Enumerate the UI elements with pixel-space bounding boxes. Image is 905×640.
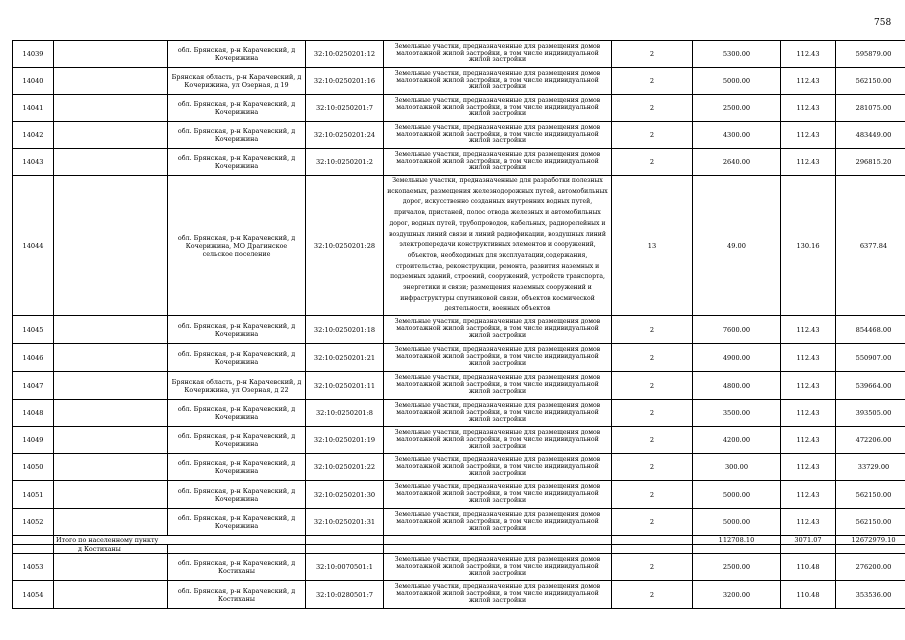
land-use-cell: Земельные участки, предназначенные для размещения домов малоэтажной жилой застройки, в том числе индивидуальной жилой застройки bbox=[384, 509, 612, 536]
blank-cell bbox=[54, 509, 168, 536]
row-id: 14046 bbox=[13, 344, 54, 372]
area-cell: 5000.00 bbox=[693, 509, 781, 536]
blank-cell bbox=[54, 41, 168, 68]
blank-cell bbox=[54, 372, 168, 400]
cadastral-number: 32:10:0250201:2 bbox=[306, 149, 384, 176]
address-cell: обл. Брянская, р-н Карачевский, д Кочерижина bbox=[168, 149, 306, 176]
cadastral-number: 32:10:0250201:11 bbox=[306, 372, 384, 400]
total-label: Итого по населенному пункту bbox=[54, 536, 306, 545]
address-cell: обл. Брянская, р-н Карачевский, д Кочерижина bbox=[168, 316, 306, 344]
row-id: 14043 bbox=[13, 149, 54, 176]
area-cell: 7600.00 bbox=[693, 316, 781, 344]
cadastral-value-cell: 562150.00 bbox=[836, 68, 905, 95]
cadastral-value-cell: 562150.00 bbox=[836, 509, 905, 536]
area-cell: 3500.00 bbox=[693, 400, 781, 427]
cadastral-number: 32:10:0250201:16 bbox=[306, 68, 384, 95]
cadastral-value-cell: 296815.20 bbox=[836, 149, 905, 176]
table-row bbox=[13, 149, 905, 176]
area-cell: 5000.00 bbox=[693, 481, 781, 509]
cadastral-value-cell: 33729.00 bbox=[836, 454, 905, 481]
blank-cell bbox=[612, 536, 693, 545]
land-category-code: 13 bbox=[612, 176, 693, 316]
cadastral-number: 32:10:0250201:22 bbox=[306, 454, 384, 481]
settlement-header-row bbox=[13, 545, 905, 554]
address-cell: обл. Брянская, р-н Карачевский, д Кочерижина, МО Драгинское сельское поселение bbox=[168, 176, 306, 316]
row-id: 14048 bbox=[13, 400, 54, 427]
table-row bbox=[13, 454, 905, 481]
row-id: 14041 bbox=[13, 95, 54, 122]
blank-cell bbox=[836, 545, 905, 554]
area-cell: 49.00 bbox=[693, 176, 781, 316]
blank-cell bbox=[54, 454, 168, 481]
cadastral-value-cell: 539664.00 bbox=[836, 372, 905, 400]
cadastral-value-cell: 595879.00 bbox=[836, 41, 905, 68]
blank-cell bbox=[54, 68, 168, 95]
cadastral-number: 32:10:0250201:21 bbox=[306, 344, 384, 372]
cadastral-value-cell: 550907.00 bbox=[836, 344, 905, 372]
blank-cell bbox=[54, 581, 168, 609]
row-id: 14051 bbox=[13, 481, 54, 509]
land-use-cell: Земельные участки, предназначенные для размещения домов малоэтажной жилой застройки, в том числе индивидуальной жилой застройки bbox=[384, 316, 612, 344]
cadastral-value-cell: 393505.00 bbox=[836, 400, 905, 427]
table-row bbox=[13, 95, 905, 122]
blank-cell bbox=[54, 400, 168, 427]
address-cell: обл. Брянская, р-н Карачевский, д Кочерижина bbox=[168, 95, 306, 122]
cadastral-number: 32:10:0250201:24 bbox=[306, 122, 384, 149]
area-cell: 5000.00 bbox=[693, 68, 781, 95]
blank-cell bbox=[54, 122, 168, 149]
land-use-cell: Земельные участки, предназначенные для размещения домов малоэтажной жилой застройки, в том числе индивидуальной жилой застройки bbox=[384, 149, 612, 176]
specific-value-cell: 112.43 bbox=[781, 454, 836, 481]
land-category-code: 2 bbox=[612, 481, 693, 509]
cadastral-number: 32:10:0250201:19 bbox=[306, 427, 384, 454]
specific-value-cell: 130.16 bbox=[781, 176, 836, 316]
land-category-code: 2 bbox=[612, 454, 693, 481]
specific-value-cell: 112.43 bbox=[781, 400, 836, 427]
cadastral-number: 32:10:0280501:7 bbox=[306, 581, 384, 609]
blank-cell bbox=[54, 427, 168, 454]
land-category-code: 2 bbox=[612, 344, 693, 372]
area-cell: 4800.00 bbox=[693, 372, 781, 400]
table-row bbox=[13, 481, 905, 509]
blank-cell bbox=[384, 536, 612, 545]
land-category-code: 2 bbox=[612, 149, 693, 176]
address-cell: обл. Брянская, р-н Карачевский, д Костиханы bbox=[168, 581, 306, 609]
table-row bbox=[13, 68, 905, 95]
table-row bbox=[13, 400, 905, 427]
total-row bbox=[13, 536, 905, 545]
area-cell: 2640.00 bbox=[693, 149, 781, 176]
specific-value-cell: 112.43 bbox=[781, 509, 836, 536]
row-id: 14052 bbox=[13, 509, 54, 536]
land-use-cell: Земельные участки, предназначенные для размещения домов малоэтажной жилой застройки, в том числе индивидуальной жилой застройки bbox=[384, 122, 612, 149]
table-row bbox=[13, 316, 905, 344]
land-use-cell: Земельные участки, предназначенные для размещения домов малоэтажной жилой застройки, в том числе индивидуальной жилой застройки bbox=[384, 372, 612, 400]
blank-cell bbox=[54, 95, 168, 122]
address-cell: обл. Брянская, р-н Карачевский, д Кочерижина bbox=[168, 481, 306, 509]
cadastral-value-cell: 276200.00 bbox=[836, 554, 905, 581]
specific-value-cell: 112.43 bbox=[781, 344, 836, 372]
row-id: 14053 bbox=[13, 554, 54, 581]
specific-value-cell: 110.48 bbox=[781, 554, 836, 581]
address-cell: обл. Брянская, р-н Карачевский, д Кочерижина bbox=[168, 509, 306, 536]
area-cell: 2500.00 bbox=[693, 554, 781, 581]
address-cell: обл. Брянская, р-н Карачевский, д Кочерижина bbox=[168, 41, 306, 68]
specific-value-cell: 112.43 bbox=[781, 427, 836, 454]
address-cell: обл. Брянская, р-н Карачевский, д Костиханы bbox=[168, 554, 306, 581]
address-cell: обл. Брянская, р-н Карачевский, д Кочерижина bbox=[168, 454, 306, 481]
land-use-cell: Земельные участки, предназначенные для размещения домов малоэтажной жилой застройки, в том числе индивидуальной жилой застройки bbox=[384, 41, 612, 68]
land-category-code: 2 bbox=[612, 68, 693, 95]
row-id: 14050 bbox=[13, 454, 54, 481]
blank-cell bbox=[612, 545, 693, 554]
row-id: 14047 bbox=[13, 372, 54, 400]
land-category-code: 2 bbox=[612, 95, 693, 122]
cadastral-number: 32:10:0250201:30 bbox=[306, 481, 384, 509]
specific-value-cell: 112.43 bbox=[781, 68, 836, 95]
address-cell: Брянская область, р-н Карачевский, д Кочерижина, ул Озерная, д 19 bbox=[168, 68, 306, 95]
specific-value-cell: 112.43 bbox=[781, 122, 836, 149]
total-area: 112708.10 bbox=[693, 536, 781, 545]
cadastral-value-table bbox=[12, 40, 905, 609]
blank-cell bbox=[54, 316, 168, 344]
specific-value-cell: 112.43 bbox=[781, 95, 836, 122]
land-category-code: 2 bbox=[612, 554, 693, 581]
address-cell: обл. Брянская, р-н Карачевский, д Кочерижина bbox=[168, 344, 306, 372]
cadastral-value-cell: 353536.00 bbox=[836, 581, 905, 609]
land-use-cell: Земельные участки, предназначенные для размещения домов малоэтажной жилой застройки, в том числе индивидуальной жилой застройки bbox=[384, 68, 612, 95]
area-cell: 3200.00 bbox=[693, 581, 781, 609]
land-use-cell: Земельные участки, предназначенные для размещения домов малоэтажной жилой застройки, в том числе индивидуальной жилой застройки bbox=[384, 581, 612, 609]
land-category-code: 2 bbox=[612, 509, 693, 536]
cadastral-number: 32:10:0250201:8 bbox=[306, 400, 384, 427]
cadastral-value-cell: 562150.00 bbox=[836, 481, 905, 509]
address-cell: обл. Брянская, р-н Карачевский, д Кочерижина bbox=[168, 427, 306, 454]
blank-cell bbox=[693, 545, 781, 554]
land-use-cell: Земельные участки, предназначенные для размещения домов малоэтажной жилой застройки, в том числе индивидуальной жилой застройки bbox=[384, 344, 612, 372]
cadastral-number: 32:10:0250201:18 bbox=[306, 316, 384, 344]
blank-cell bbox=[13, 536, 54, 545]
specific-value-cell: 112.43 bbox=[781, 149, 836, 176]
cadastral-number: 32:10:0250201:7 bbox=[306, 95, 384, 122]
blank-cell bbox=[54, 554, 168, 581]
row-id: 14042 bbox=[13, 122, 54, 149]
cadastral-value-cell: 854468.00 bbox=[836, 316, 905, 344]
address-cell: Брянская область, р-н Карачевский, д Кочерижина, ул Озерная, д 22 bbox=[168, 372, 306, 400]
table-row bbox=[13, 372, 905, 400]
blank-cell bbox=[781, 545, 836, 554]
land-use-cell: Земельные участки, предназначенные для размещения домов малоэтажной жилой застройки, в том числе индивидуальной жилой застройки bbox=[384, 481, 612, 509]
land-use-cell: Земельные участки, предназначенные для размещения домов малоэтажной жилой застройки, в том числе индивидуальной жилой застройки bbox=[384, 427, 612, 454]
address-cell: обл. Брянская, р-н Карачевский, д Кочерижина bbox=[168, 400, 306, 427]
address-cell: обл. Брянская, р-н Карачевский, д Кочерижина bbox=[168, 122, 306, 149]
table-row bbox=[13, 122, 905, 149]
land-use-cell: Земельные участки, предназначенные для размещения домов малоэтажной жилой застройки, в том числе индивидуальной жилой застройки bbox=[384, 454, 612, 481]
cadastral-number: 32:10:0070501:1 bbox=[306, 554, 384, 581]
page-number: 758 bbox=[874, 18, 892, 28]
total-rate: 3071.07 bbox=[781, 536, 836, 545]
row-id: 14054 bbox=[13, 581, 54, 609]
cadastral-value-cell: 483449.00 bbox=[836, 122, 905, 149]
land-category-code: 2 bbox=[612, 427, 693, 454]
area-cell: 300.00 bbox=[693, 454, 781, 481]
row-id: 14049 bbox=[13, 427, 54, 454]
row-id: 14039 bbox=[13, 41, 54, 68]
table-row bbox=[13, 427, 905, 454]
row-id: 14045 bbox=[13, 316, 54, 344]
blank-cell bbox=[54, 176, 168, 316]
blank-cell bbox=[306, 536, 384, 545]
blank-cell bbox=[54, 149, 168, 176]
specific-value-cell: 112.43 bbox=[781, 41, 836, 68]
cadastral-value-cell: 6377.84 bbox=[836, 176, 905, 316]
area-cell: 4300.00 bbox=[693, 122, 781, 149]
blank-cell bbox=[13, 545, 54, 554]
land-use-cell: Земельные участки, предназначенные для размещения домов малоэтажной жилой застройки, в том числе индивидуальной жилой застройки bbox=[384, 554, 612, 581]
blank-cell bbox=[306, 545, 384, 554]
land-category-code: 2 bbox=[612, 316, 693, 344]
specific-value-cell: 112.43 bbox=[781, 481, 836, 509]
row-id: 14040 bbox=[13, 68, 54, 95]
land-category-code: 2 bbox=[612, 581, 693, 609]
blank-cell bbox=[54, 481, 168, 509]
specific-value-cell: 112.43 bbox=[781, 372, 836, 400]
land-use-cell: Земельные участки, предназначенные для размещения домов малоэтажной жилой застройки, в том числе индивидуальной жилой застройки bbox=[384, 95, 612, 122]
area-cell: 5300.00 bbox=[693, 41, 781, 68]
table-row bbox=[13, 554, 905, 581]
total-value: 12672979.10 bbox=[836, 536, 905, 545]
area-cell: 2500.00 bbox=[693, 95, 781, 122]
blank-cell bbox=[54, 344, 168, 372]
row-id: 14044 bbox=[13, 176, 54, 316]
table-row bbox=[13, 176, 905, 316]
specific-value-cell: 112.43 bbox=[781, 316, 836, 344]
specific-value-cell: 110.48 bbox=[781, 581, 836, 609]
land-use-cell: Земельные участки, предназначенные для разработки полезных ископаемых, размещения железнодорожных путей, автомобильных дорог, искусственно созданных внутренних водных путей, причалов, пристаней, полос отвода железных и автомобильных дорог, водных путей, трубопроводов, кабельных, радиорелейных и воздушных линий связи и линий радиофикации, воздушных линий электропередачи конструктивных элементов и сооружений, объектов, необходимых для эксплуатации,содержания, строительства, реконструкции, ремонта, развития наземных и подземных зданий, строений, сооружений, устройств транспорта, энергетики и связи; размещения наземных сооружений и инфраструктуры спутниковой связи, объектов космической деятельности, военных объектов bbox=[384, 176, 612, 316]
cadastral-value-cell: 281075.00 bbox=[836, 95, 905, 122]
cadastral-number: 32:10:0250201:28 bbox=[306, 176, 384, 316]
land-category-code: 2 bbox=[612, 372, 693, 400]
area-cell: 4900.00 bbox=[693, 344, 781, 372]
cadastral-number: 32:10:0250201:31 bbox=[306, 509, 384, 536]
table-row bbox=[13, 509, 905, 536]
blank-cell bbox=[168, 545, 306, 554]
land-category-code: 2 bbox=[612, 400, 693, 427]
area-cell: 4200.00 bbox=[693, 427, 781, 454]
table-row bbox=[13, 41, 905, 68]
cadastral-value-cell: 472206.00 bbox=[836, 427, 905, 454]
blank-cell bbox=[384, 545, 612, 554]
table-row bbox=[13, 344, 905, 372]
settlement-name: д Костиханы bbox=[54, 545, 168, 554]
cadastral-number: 32:10:0250201:12 bbox=[306, 41, 384, 68]
table-row bbox=[13, 581, 905, 609]
land-use-cell: Земельные участки, предназначенные для размещения домов малоэтажной жилой застройки, в том числе индивидуальной жилой застройки bbox=[384, 400, 612, 427]
land-category-code: 2 bbox=[612, 122, 693, 149]
land-category-code: 2 bbox=[612, 41, 693, 68]
